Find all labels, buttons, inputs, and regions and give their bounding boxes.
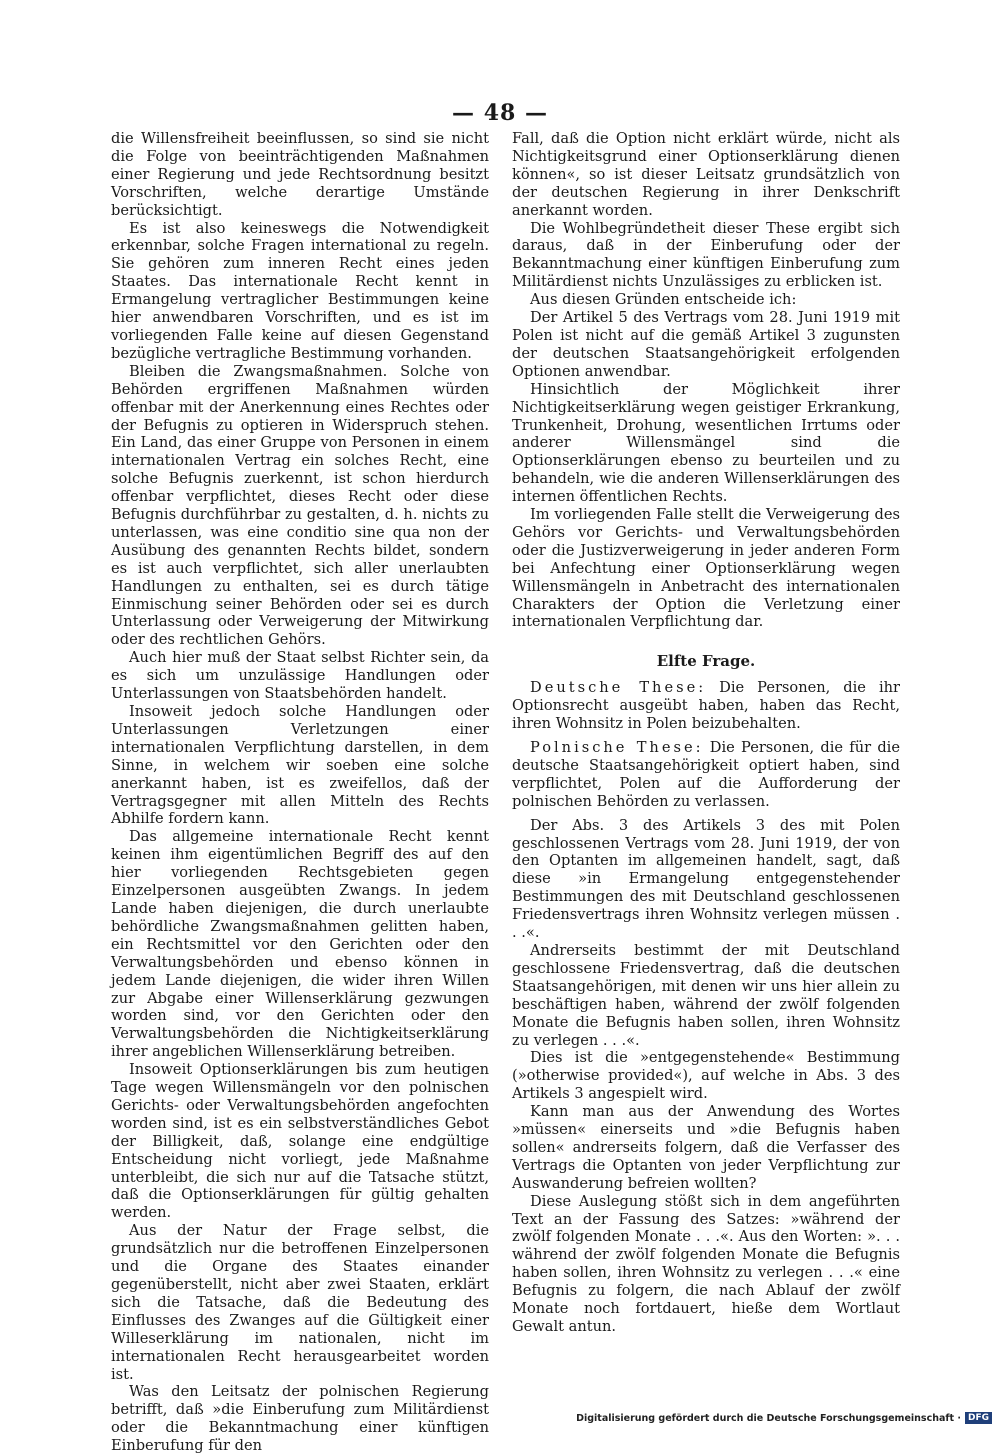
paragraph: Der Abs. 3 des Artikels 3 des mit Polen geschlossenen Vertrags vom 28. Juni 1919, der von den Optanten im allgemeinen handelt, sagt, daß diese »in Ermangelung entgegenstehender Bestimmungen des mit Deutschland geschlossenen Friedensvertrags ihren Wohnsitz verlegen müssen . . .«. [512,816,900,942]
paragraph: Auch hier muß der Staat selbst Richter sein, da es sich um unzulässige Handlungen oder Unterlassungen von Staatsbehörden handelt. [111,649,489,703]
paragraph: Andrerseits bestimmt der mit Deutschland geschlossene Friedensvertrag, daß die deutschen Staatsangehörigen, mit denen wir uns hier allein zu beschäftigen haben, während der zwölf folgenden Monate die Befugnis haben sollen, ihren Wohnsitz zu verlegen . . .«. [512,941,900,1049]
paragraph: Das allgemeine internationale Recht kennt keinen ihm eigentümlichen Begriff des auf den hier vorliegenden Rechtsgebieten gegen Einzelpersonen ausgeübten Zwangs. In jedem Lande haben diejenigen, die durch unerlaubte behördliche Zwangsmaßnahmen gelitten haben, ein Rechtsmittel vor den Gerichten oder den Verwaltungsbehörden und ebenso können in jedem Lande diejenigen, die wider ihren Willen zur Abgabe einer Willenserklärung gezwungen worden sind, vor den Gerichten oder den Verwaltungsbehörden die Nichtigkeitserklärung ihrer angeblichen Willenserklärung betreiben. [111,828,489,1061]
paragraph: Hinsichtlich der Möglichkeit ihrer Nichtigkeitserklärung wegen geistiger Erkrankung, Trunkenheit, Drohung, wesentlichen Irrtums oder anderer Willensmängel sind die Optionserklärungen ebenso zu beurteilen und zu behandeln, wie die anderen Willenserklärungen des internen öffentlichen Rechts. [512,380,900,506]
polnische-these [512,739,900,811]
paragraph: Fall, daß die Option nicht erklärt würde, nicht als Nichtigkeitsgrund einer Optionserklärung dienen können«, so ist dieser Leitsatz grundsätzlich von der deutschen Regierung in ihrer Denkschrift anerkannt worden. [512,130,900,219]
paragraph: Insoweit jedoch solche Handlungen oder Unterlassungen Verletzungen einer internationalen Verpflichtung darstellen, in dem Sinne, in welchem wir soeben eine solche anerkannt haben, ist es zweifellos, daß der Vertragsgegner mit allen Mitteln des Rechts Abhilfe fordern kann. [111,703,489,828]
paragraph: Diese Auslegung stößt sich in dem angeführten Text an der Fassung des Satzes: »während der zwölf folgenden Monate . . .«. Aus den Worten: ». . . während der zwölf folgenden Monate die Befugnis haben sollen, ihren Wohnsitz zu verlegen . . .« eine Befugnis zu folgern, die nach Ablauf der zwölf Monate noch fortdauert, hieße dem Wortlaut Gewalt antun. [512,1192,900,1335]
these-label: Deutsche These: [530,679,707,697]
paragraph: Der Artikel 5 des Vertrags vom 28. Juni 1919 mit Polen ist nicht auf die gemäß Artikel 3 zugunsten der deutschen Staatsangehörigkeit erfolgenden Optionen anwendbar. [512,309,900,380]
paragraph: Im vorliegenden Falle stellt die Verweigerung des Gehörs vor Gerichts- und Verwaltungsbehörden oder die Justizverweigerung in jeder anderen Form bei Anfechtung einer Optionserklärung wegen Willensmängeln in Anbetracht des internationalen Charakters der Option die Verletzung einer internationalen Verpflichtung dar. [512,506,900,631]
paragraph: Insoweit Optionserklärungen bis zum heutigen Tage wegen Willensmängeln vor den polnischen Gerichts- oder Verwaltungsbehörden angefochten worden sind, ist es ein selbstverständliches Gebot der Billigkeit, daß, solange eine endgültige Entscheidung nicht vorliegt, jede Maßnahme unterbleibt, die sich nur auf die Tatsache stützt, daß die Optionserklärungen für gültig gehalten werden. [111,1061,489,1222]
paragraph: Es ist also keineswegs die Notwendigkeit erkennbar, solche Fragen international zu regeln. Sie gehören zum inneren Recht eines jeden Staates. Das internationale Recht kennt in Ermangelung vertraglicher Bestimmungen keine hier anwendbaren Vorschriften, und es ist im vorliegenden Falle keine auf diesen Gegenstand bezügliche vertragliche Bestimmung vorhanden. [111,219,489,362]
paragraph: Aus der Natur der Frage selbst, die grundsätzlich nur die betroffenen Einzelpersonen und die Organe des Staates einander gegenüberstellt, nicht aber zwei Staaten, erklärt sich die Tatsache, daß die Bedeutung des Einflusses des Zwanges auf die Gültigkeit einer Willeserklärung im nationalen, nicht im internationalen Recht herausgearbeitet worden ist. [111,1222,489,1383]
paragraph: die Willensfreiheit beeinflussen, so sind sie nicht die Folge von beeinträchtigenden Maßnahmen einer Regierung und jede Rechtsordnung besitzt Vorschriften, welche derartige Umstände berücksichtigt. [111,130,489,219]
right-column [512,130,900,1336]
page-number: — 48 — [452,100,548,126]
section-heading: Elfte Frage. [656,652,756,671]
paragraph: Dies ist die »entgegenstehende« Bestimmung (»otherwise provided«), auf welche in Abs. 3 des Artikels 3 angespielt wird. [512,1049,900,1103]
paragraph: Was den Leitsatz der polnischen Regierung betrifft, daß »die Einberufung zum Militärdienst oder die Bekanntmachung einer künftigen Einberufung für den [111,1383,489,1455]
dfg-logo: DFG [965,1412,992,1424]
footer-text: Digitalisierung gefördert durch die Deutsche Forschungsgemeinschaft · [576,1412,961,1424]
paragraph: Bleiben die Zwangsmaßnahmen. Solche von Behörden ergriffenen Maßnahmen würden offenbar mit der Anerkennung eines Rechtes oder der Befugnis zu optieren in Widerspruch stehen. Ein Land, das einer Gruppe von Personen in einem internationalen Vertrag ein solches Recht, eine solche Befugnis zuerkennt, ist schon hierdurch offenbar verpflichtet, dieses Recht oder diese Befugnis durchführbar zu gestalten, d. h. nichts zu unterlassen, was eine conditio sine qua non der Ausübung des genannten Rechts bildet, sondern es ist auch verpflichtet, sich aller unerlaubten Handlungen zu enthalten, sei es durch tätige Einmischung seiner Behörden oder sei es durch Unterlassung oder Verweigerung der Mitwirkung oder des rechtlichen Gehörs. [111,362,489,649]
these-text: Die Personen, die für die deutsche Staatsangehörigkeit optiert haben, sind verpflichtet, Polen auf die Aufforderung der polnischen Behörden zu verlassen. [512,739,900,810]
left-column [111,130,489,1455]
these-text: Die Personen, die ihr Optionsrecht ausgeübt haben, haben das Recht, ihren Wohnsitz in Polen beizubehalten. [512,679,900,733]
paragraph: Die Wohlbegründetheit dieser These ergibt sich daraus, daß in der Einberufung oder der Bekanntmachung einer künftigen Einberufung zum Militärdienst nichts Unzulässiges zu erblicken ist. [512,219,900,291]
paragraph: Aus diesen Gründen entscheide ich: [530,291,797,309]
footer-credit [576,1412,992,1424]
these-label: Polnische These: [530,739,704,756]
deutsche-these [512,679,900,733]
paragraph: Kann man aus der Anwendung des Wortes »müssen« einerseits und »die Befugnis haben sollen« andrerseits folgern, daß die Verfasser des Vertrags die Optanten von jeder Verpflichtung zur Auswanderung befreien wollten? [512,1103,900,1192]
